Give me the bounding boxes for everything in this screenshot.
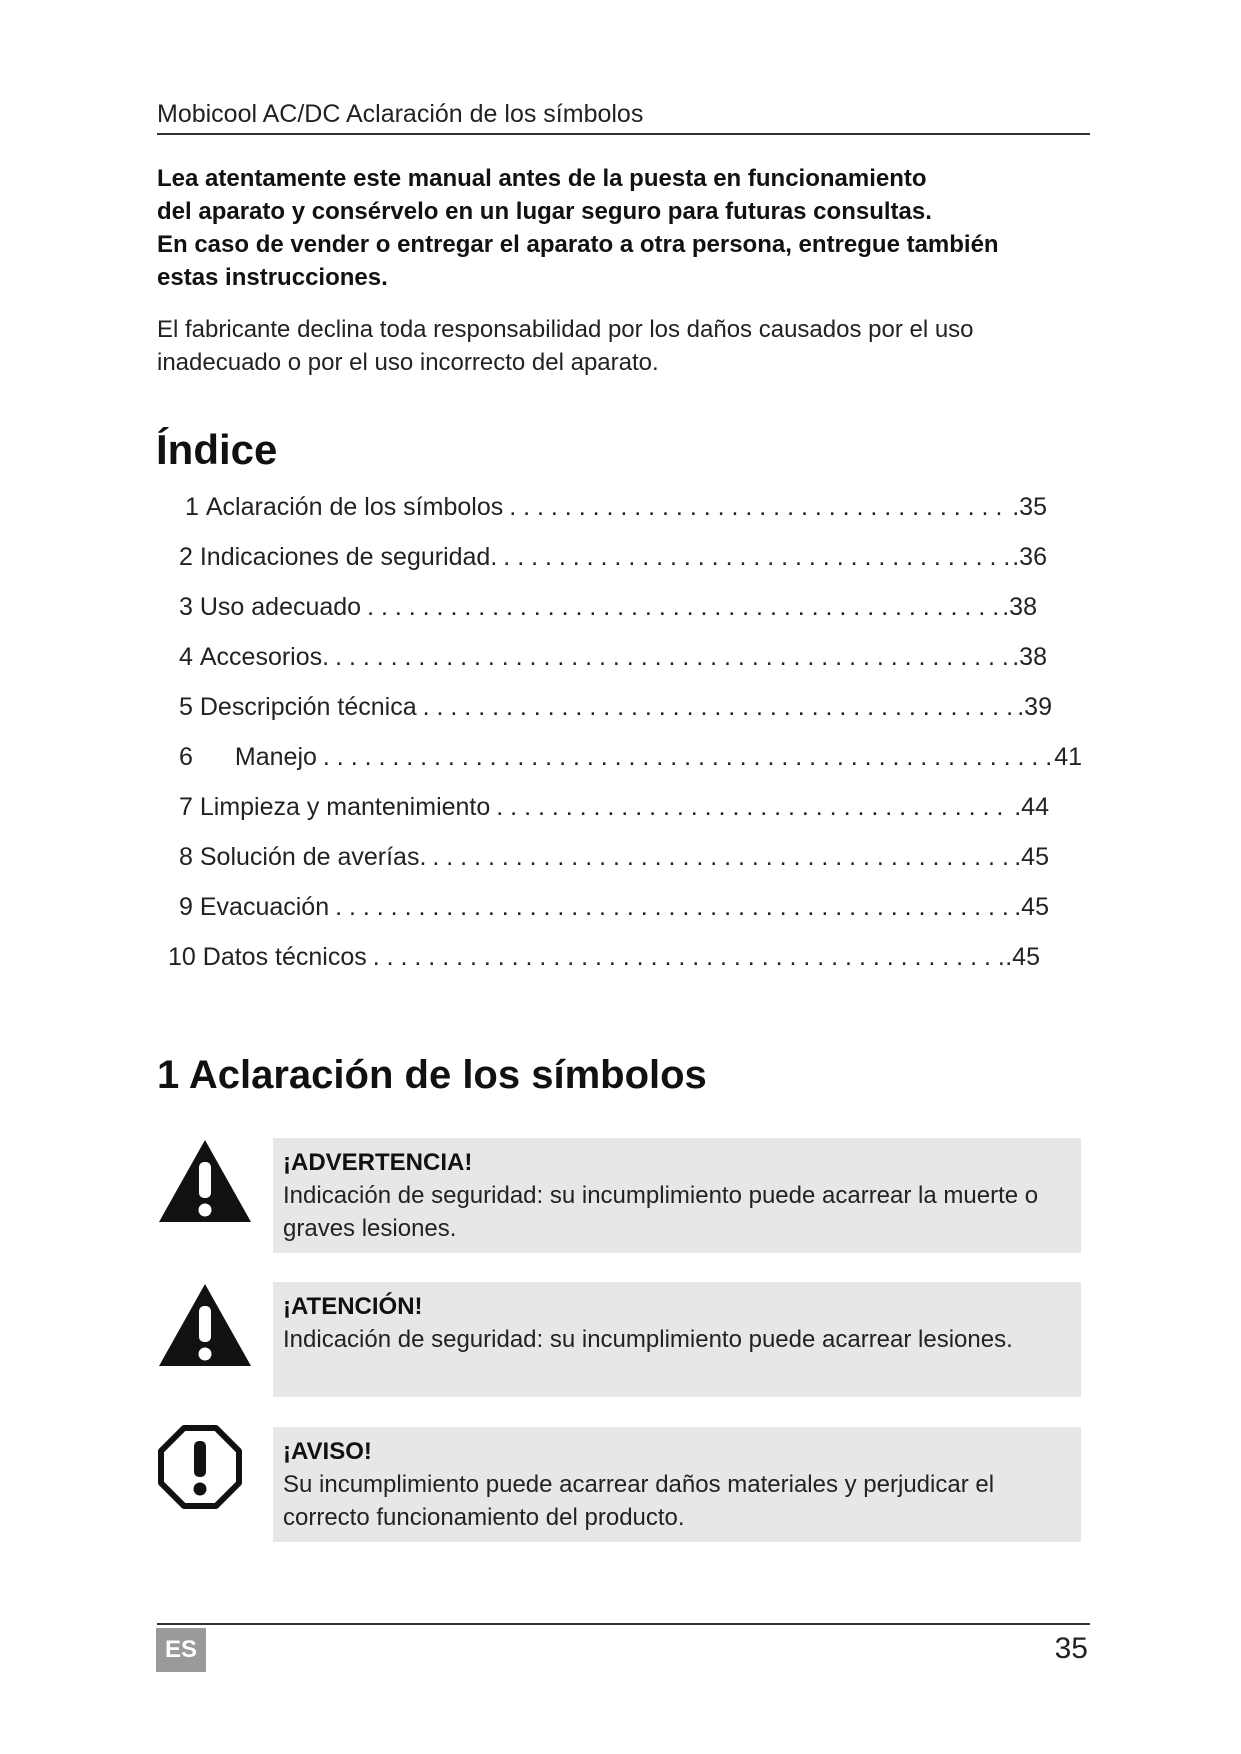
toc-entry-label: Descripción técnica (199, 693, 417, 721)
toc-leader-dots (503, 540, 1010, 574)
toc-entry-page: .39 (1017, 693, 1052, 721)
footer-divider (157, 1623, 1090, 1625)
toc-entry-number: 7 (179, 793, 193, 821)
intro-line: del aparato y consérvelo en un lugar seguro para futuras consultas. (157, 198, 932, 225)
notice-box-notice (273, 1427, 1081, 1542)
toc-entry-label: Accesorios. (199, 643, 330, 671)
language-badge: ES (156, 1628, 206, 1672)
toc-leader-dots (509, 490, 1010, 524)
page-header: Mobicool AC/DC Aclaración de los símbolos (157, 100, 1090, 135)
toc-entry-page: 41 (1054, 743, 1082, 771)
toc-entry[interactable] (185, 490, 1047, 524)
toc-leader-dots (432, 840, 1012, 874)
toc-entry-number: 10 (168, 943, 196, 971)
notice-text: Indicación de seguridad: su incumplimiento puede acarrear la muerte o graves lesiones. (283, 1182, 1039, 1242)
toc-entry[interactable] (179, 740, 1082, 774)
toc-entry[interactable] (179, 890, 1049, 924)
intro-line: estas instrucciones. (157, 264, 388, 291)
toc-entry[interactable] (179, 540, 1047, 574)
toc-entry-page: .45 (1014, 893, 1049, 921)
toc-entry-label: Limpieza y mantenimiento (199, 793, 491, 821)
toc-entry-page: .36 (1012, 543, 1047, 571)
section-title: 1 Aclaración de los símbolos (157, 1053, 707, 1097)
notice-box-warning (273, 1138, 1081, 1253)
toc-leader-dots (367, 590, 1000, 624)
toc-entry-label: Manejo (234, 743, 317, 771)
toc-entry-number: 1 (185, 493, 199, 521)
toc-leader-dots (423, 690, 1016, 724)
intro-line: Lea atentamente este manual antes de la puesta en funcionamiento (157, 165, 927, 192)
toc-entry[interactable] (168, 940, 1040, 974)
toc-entry[interactable] (179, 590, 1037, 624)
toc-title: Índice (156, 426, 278, 473)
toc-entry[interactable] (179, 790, 1049, 824)
toc-entry-label: Indicaciones de seguridad. (199, 543, 498, 571)
toc-entry-page: .44 (1014, 793, 1049, 821)
toc-leader-dots (335, 640, 1010, 674)
toc-entry-label: Uso adecuado (199, 593, 362, 621)
toc-entry-number: 8 (179, 843, 193, 871)
toc-entry-number: 2 (179, 543, 193, 571)
toc-entry-label: Evacuación (199, 893, 330, 921)
toc-entry-number: 5 (179, 693, 193, 721)
toc-entry-page: .45 (1005, 943, 1040, 971)
intro-line: En caso de vender o entregar el aparato a otra persona, entregue también (157, 231, 999, 258)
notice-text: Indicación de seguridad: su incumplimiento puede acarrear lesiones. (283, 1326, 1013, 1353)
toc-entry-label: Aclaración de los símbolos (205, 493, 504, 521)
toc-entry-number: 6 (179, 743, 193, 771)
toc-entry-number: 9 (179, 893, 193, 921)
warning-triangle-icon (157, 1138, 253, 1229)
toc-entry-page: .35 (1012, 493, 1047, 521)
notice-title: ¡ADVERTENCIA! (283, 1149, 473, 1176)
notice-title: ¡AVISO! (283, 1438, 372, 1465)
intro-warning-text (157, 162, 1097, 294)
notice-octagon-icon (157, 1424, 243, 1515)
toc-entry[interactable] (179, 840, 1049, 874)
notice-title: ¡ATENCIÓN! (283, 1293, 423, 1320)
notice-box-caution (273, 1282, 1081, 1397)
toc-entry-number: 3 (179, 593, 193, 621)
toc-leader-dots (323, 740, 1052, 774)
page-number: 35 (1054, 1632, 1088, 1665)
toc-entry-number: 4 (179, 643, 193, 671)
toc-entry-label: Solución de averías. (199, 843, 427, 871)
toc-leader-dots (373, 940, 1004, 974)
toc-entry-page: .45 (1014, 843, 1049, 871)
toc-entry-page: .38 (1012, 643, 1047, 671)
toc-entry[interactable] (179, 640, 1047, 674)
toc-leader-dots (335, 890, 1012, 924)
disclaimer-text: El fabricante declina toda responsabilidad por los daños causados por el uso inadecuado o por el uso incorrecto del aparato. (157, 316, 974, 376)
caution-triangle-icon (157, 1282, 253, 1373)
notice-text: Su incumplimiento puede acarrear daños materiales y perjudicar el correcto funcionamiento del producto. (283, 1471, 995, 1531)
toc-entry-page: .38 (1002, 593, 1037, 621)
toc-leader-dots (496, 790, 1012, 824)
toc-entry-label: Datos técnicos (202, 943, 367, 971)
toc-entry[interactable] (179, 690, 1052, 724)
